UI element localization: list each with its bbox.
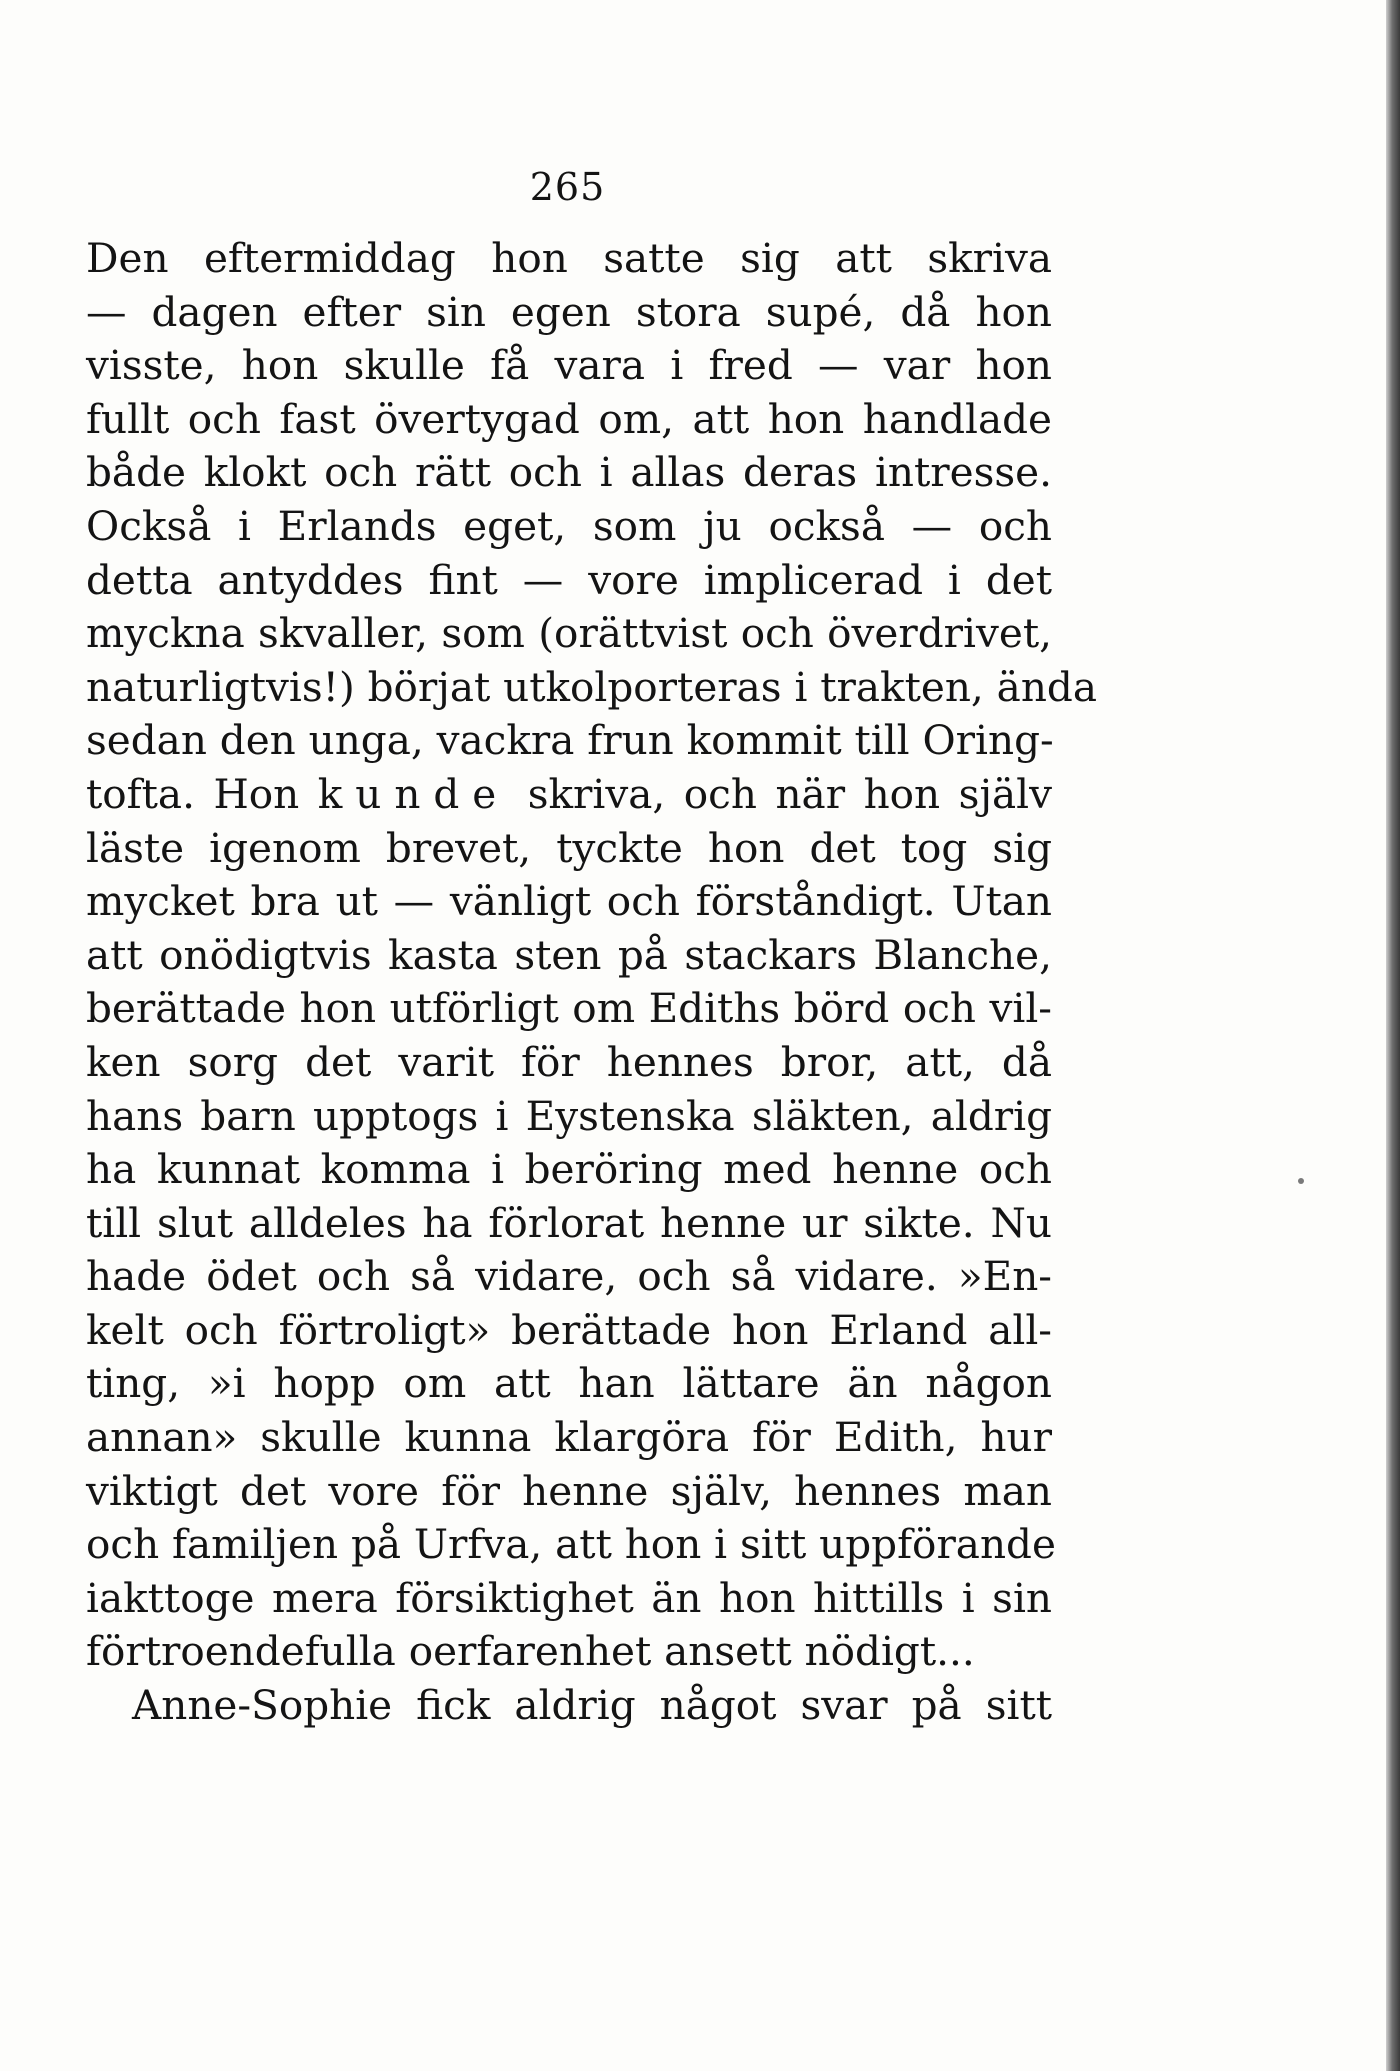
text-line: sedan den unga, vackra frun kommit till Oring- <box>86 716 1054 765</box>
text-line: iakttoge mera försiktighet än hon hittills i sin <box>86 1573 1052 1622</box>
text-segment: tofta. Hon <box>86 769 318 818</box>
text-line: ting, »i hopp om att han lättare än någon <box>86 1359 1052 1408</box>
text-line: läste igenom brevet, tyckte hon det tog sig <box>86 823 1052 872</box>
text-line: förtroendefulla oerfarenhet ansett nödigt... <box>86 1627 975 1676</box>
text-line: och familjen på Urfva, att hon i sitt uppförande <box>86 1520 1056 1569</box>
text-line: hans barn upptogs i Eystenska släkten, aldrig <box>86 1091 1052 1140</box>
text-line: mycket bra ut — vänligt och förståndigt. Utan <box>86 877 1052 926</box>
body-text <box>86 232 1097 1733</box>
text-line: naturligtvis!) börjat utkolporteras i trakten, ända <box>86 662 1097 711</box>
text-line: berättade hon utförligt om Ediths börd och vil- <box>86 984 1052 1033</box>
text-line: ha kunnat komma i beröring med henne och <box>86 1145 1052 1194</box>
text-line: Den eftermiddag hon satte sig att skriva <box>86 234 1052 282</box>
text-line: Också i Erlands eget, som ju också — och <box>86 501 1052 550</box>
scan-edge-shadow <box>1386 0 1400 2071</box>
text-line: till slut alldeles ha förlorat henne ur sikte. Nu <box>86 1198 1052 1247</box>
text-line: annan» skulle kunna klargöra för Edith, hur <box>86 1413 1052 1462</box>
text-line: kelt och förtroligt» berättade hon Erland all- <box>86 1305 1052 1354</box>
text-line: visste, hon skulle få vara i fred — var hon <box>86 341 1052 390</box>
text-line: fullt och fast övertygad om, att hon handlade <box>86 394 1052 443</box>
text-line: — dagen efter sin egen stora supé, då hon <box>86 287 1052 336</box>
text-segment: skriva, och när hon själv <box>509 769 1052 818</box>
text-line: ken sorg det varit för hennes bror, att, då <box>86 1037 1052 1086</box>
text-line: att onödigtvis kasta sten på stackars Blanche, <box>86 930 1052 979</box>
text-line: detta antyddes fint — vore implicerad i det <box>86 555 1052 604</box>
page-number: 265 <box>529 165 606 209</box>
text-line: myckna skvaller, som (orättvist och överdrivet, <box>86 609 1052 658</box>
text-line: hade ödet och så vidare, och så vidare. »En- <box>86 1252 1052 1301</box>
emphasized-word: kunde <box>317 769 510 818</box>
text-line: Anne-Sophie fick aldrig något svar på sitt <box>132 1681 1052 1730</box>
text-line: viktigt det vore för henne själv, hennes man <box>86 1466 1052 1515</box>
text-line: både klokt och rätt och i allas deras intresse. <box>86 448 1052 497</box>
scan-speck <box>1298 1178 1304 1184</box>
text-line <box>86 768 1052 822</box>
